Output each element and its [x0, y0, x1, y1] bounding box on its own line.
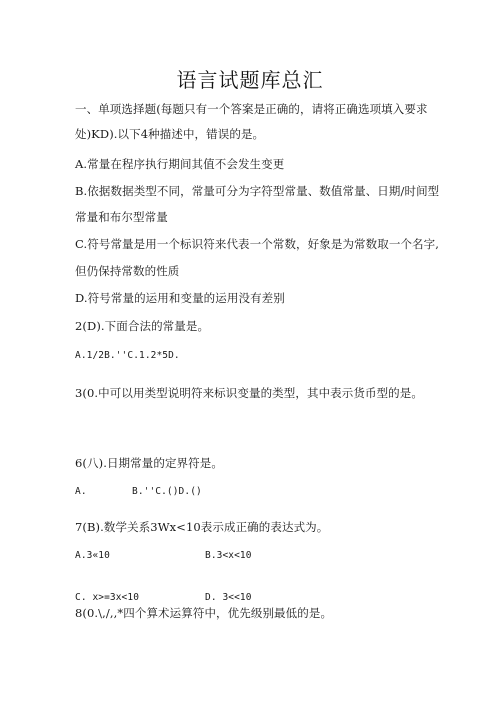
- question-7-option-b: B.3<x<10: [205, 550, 252, 561]
- question-1-option-c: C.符号常量是用一个标识符来代表一个常数，好象是为常数取一个名字,: [75, 237, 439, 251]
- question-1-option-b-cont: 常量和布尔型常量: [75, 210, 168, 224]
- question-2-options: A.1/2B.''C.1.2*5D.: [75, 350, 180, 361]
- question-7-option-c: C. x>=3x<10: [75, 592, 140, 603]
- question-6-option-a: A.: [75, 486, 87, 497]
- question-2-stem: 2(D).下面合法的常量是。: [75, 319, 210, 333]
- question-8-stem: 8(0.\,/,,*四个算术运算符中，优先级别最低的是。: [75, 606, 333, 620]
- question-6-stem: 6(八).日期常量的定界符是。: [75, 456, 223, 470]
- question-1-stem: 处)KD).以下4种描述中，错误的是。: [75, 127, 265, 141]
- page-title: 语言试题库总汇: [176, 68, 324, 92]
- question-7-option-d: D. 3<<10: [205, 592, 252, 603]
- question-1-option-b: B.依据数据类型不同，常量可分为字符型常量、数值常量、日期/时间型: [75, 184, 440, 198]
- question-6-option-b: B.''C.()D.(): [132, 486, 202, 497]
- question-1-option-c-cont: 但仍保持常数的性质: [75, 264, 180, 278]
- question-7-option-a: A.3«10: [75, 550, 110, 561]
- question-1-option-d: D.符号常量的运用和变量的运用没有差别: [75, 291, 285, 305]
- section-heading-line-1: 一、单项选择题(每题只有一个答案是正确的，请将正确选项填入要求: [75, 102, 428, 116]
- question-3-stem: 3(0.中可以用类型说明符来标识变量的类型，其中表示货币型的是。: [75, 386, 423, 400]
- question-7-stem: 7(B).数学关系3Wx<10表示成正确的表达式为。: [75, 520, 329, 534]
- question-1-option-a: A.常量在程序执行期间其值不会发生变更: [75, 157, 285, 171]
